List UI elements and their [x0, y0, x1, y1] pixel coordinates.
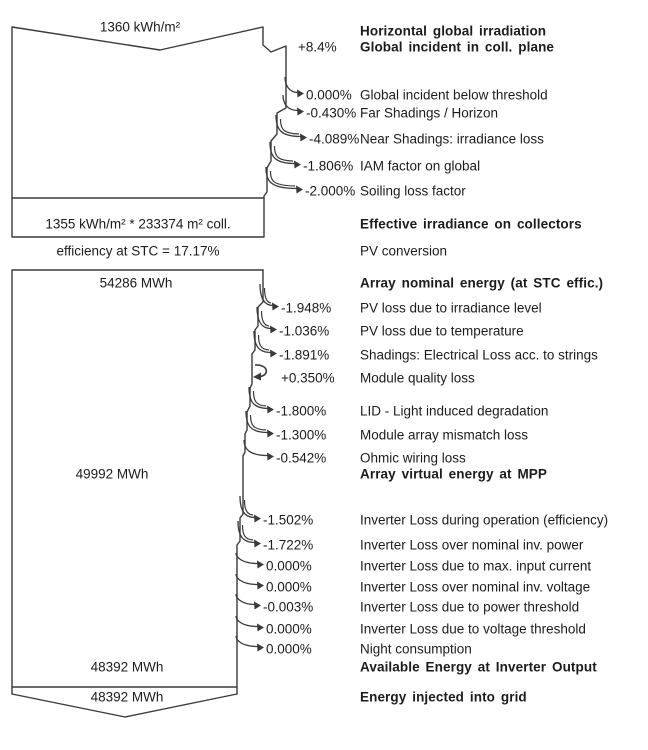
loss-label: Inverter Loss over nominal inv. voltage [360, 579, 591, 595]
arrow-curve [254, 331, 271, 353]
arrow-curve [271, 171, 296, 186]
arrow-head [270, 326, 277, 334]
arrow-head [257, 644, 264, 652]
arrow-curve [270, 142, 295, 164]
arrow-curve [238, 521, 255, 543]
loss-pct: 0.000% [266, 579, 312, 595]
stage-label: Array virtual energy at MPP [360, 466, 548, 482]
arrow-curve [243, 525, 254, 540]
loss-label: Module array mismatch loss [360, 427, 529, 443]
loss-label: Far Shadings / Horizon [360, 105, 499, 121]
stage-label: Effective irradiance on collectors [360, 216, 582, 232]
arrow-curve [283, 95, 298, 111]
arrow-head [253, 373, 261, 381]
loss-pct: 0.000% [306, 87, 352, 103]
loss-pct: +0.350% [281, 370, 335, 386]
stage-label: PV conversion [360, 243, 448, 259]
loss-label: PV loss due to irradiance level [360, 300, 542, 316]
loss-label: Inverter Loss due to voltage threshold [360, 621, 586, 637]
loss-pct: 0.000% [266, 641, 312, 657]
loss-pct: -1.722% [263, 537, 314, 553]
loss-label: LID - Light induced degradation [360, 403, 549, 419]
loss-pct: -1.036% [279, 323, 330, 339]
arrow-curve [262, 311, 270, 326]
arrow-curve [236, 574, 258, 585]
arrow-head [270, 350, 277, 358]
arrow-curve [276, 115, 301, 137]
loss-pct: -0.542% [276, 450, 327, 466]
stage-value: efficiency at STC = 17.17% [56, 243, 220, 259]
loss-label: Inverter Loss due to max. input current [360, 558, 592, 574]
loss-label: Night consumption [360, 641, 472, 657]
arrow-curve [275, 146, 294, 161]
loss-pct: -0.003% [263, 599, 314, 615]
arrow-curve [236, 553, 258, 564]
arrow-curve [257, 307, 271, 329]
loss-label: Global incident below threshold [360, 87, 548, 103]
loss-label: IAM factor on global [360, 158, 481, 174]
arrow-head [254, 515, 261, 523]
arrow-curve [245, 500, 254, 515]
loss-pct: -1.891% [279, 347, 330, 363]
loss-pct: -1.948% [281, 300, 332, 316]
stage-value: 1360 kWh/m² [99, 19, 181, 35]
loss-pct: -1.800% [276, 403, 327, 419]
arrow-curve [244, 440, 268, 456]
arrow-head [300, 134, 307, 142]
stage-value: 49992 MWh [75, 466, 149, 482]
arrow-head [296, 186, 303, 194]
loss-label: Module quality loss [360, 370, 475, 386]
arrow-curve [246, 411, 268, 433]
arrow-head [267, 406, 274, 414]
arrow-curve [260, 284, 273, 306]
loss-pct: 0.000% [266, 558, 312, 574]
stage-value: 1355 kWh/m² * 233374 m² coll. [45, 216, 231, 232]
stage-value: 48392 MWh [90, 689, 164, 705]
stage-value: 54286 MWh [99, 275, 173, 291]
loss-pct: -1.502% [263, 512, 314, 528]
arrow-curve [249, 387, 268, 409]
arrow-curve [259, 335, 270, 350]
arrow-head [254, 602, 261, 610]
stage-value: 48392 MWh [90, 659, 164, 675]
arrow-head [267, 453, 274, 461]
arrow-curve [254, 391, 267, 406]
stage-label: Horizontal global irradiation [360, 23, 547, 39]
arrow-head [257, 582, 264, 590]
loss-label: PV loss due to temperature [360, 323, 524, 339]
arrow-head [297, 108, 304, 116]
loss-pct: -0.430% [306, 105, 357, 121]
arrow-curve [285, 77, 298, 93]
loss-label: Soiling loss factor [360, 183, 466, 199]
arrow-curve [281, 119, 300, 134]
loss-label: Shadings: Electrical Loss acc. to strings [360, 347, 598, 363]
stage-label: Energy injected into grid [360, 689, 527, 705]
loss-label: Near Shadings: irradiance loss [360, 131, 544, 147]
arrow-head [254, 540, 261, 548]
arrow-head [294, 161, 301, 169]
arrow-head [257, 624, 264, 632]
arrow-head [297, 90, 304, 98]
loss-label: Inverter Loss during operation (efficiency) [360, 512, 609, 528]
arrow-head [272, 303, 279, 311]
loss-pct: -2.000% [305, 183, 356, 199]
arrow-head [267, 430, 274, 438]
arrow-curve [236, 594, 255, 605]
arrow-head [257, 561, 264, 569]
arrow-curve [236, 636, 258, 647]
arrow-curve [236, 616, 258, 627]
gain-label: Global incident in coll. plane [360, 39, 555, 55]
loss-label: Ohmic wiring loss [360, 450, 466, 466]
loss-pct: -4.089% [309, 131, 360, 147]
loss-pct: -1.806% [303, 158, 354, 174]
arrow-curve [240, 496, 255, 518]
stage-label: Available Energy at Inverter Output [360, 659, 597, 675]
loss-pct: -1.300% [276, 427, 327, 443]
loss-pct: 0.000% [266, 621, 312, 637]
arrow-curve [265, 288, 272, 303]
arrow-curve [251, 415, 267, 430]
loss-label: Inverter Loss over nominal inv. power [360, 537, 584, 553]
gain-pct: +8.4% [298, 39, 337, 55]
loss-label: Inverter Loss due to power threshold [360, 599, 580, 615]
stage-label: Array nominal energy (at STC effic.) [360, 275, 604, 291]
